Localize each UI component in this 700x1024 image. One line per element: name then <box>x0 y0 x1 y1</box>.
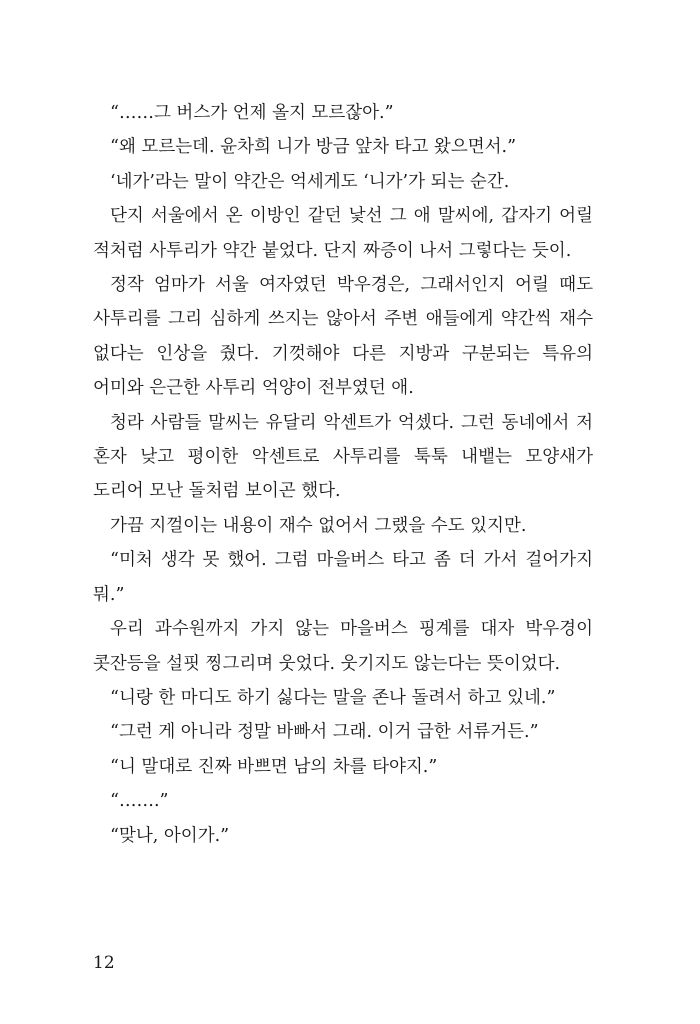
paragraph-5: 정작 엄마가 서울 여자였던 박우경은, 그래서인지 어릴 때도 사투리를 그리 심하게 쓰지는 않아서 주변 애들에게 약간씩 재수 없다는 인상을 줬다. 기껏해야 다른 지방과 구분되는 특유의 어미와 은근한 사투리 억양이 전부였던 애. <box>93 275 593 399</box>
paragraph-8: “미처 생각 못 했어. 그럼 마을버스 타고 좀 더 가서 걸어가지 뭐.” <box>93 550 593 605</box>
paragraph-14: “맞나, 아이가.” <box>110 825 230 846</box>
paragraph-2: “왜 모르는데. 윤차희 니가 방금 앞차 타고 왔으면서.” <box>110 137 517 158</box>
paragraph-1: “……그 버스가 언제 올지 모르잖아.” <box>110 103 394 123</box>
paragraph-7: 가끔 지껄이는 내용이 재수 없어서 그랬을 수도 있지만. <box>110 515 527 536</box>
paragraph-12: “니 말대로 진짜 바쁘면 남의 차를 타야지.” <box>110 756 438 777</box>
page-text-body <box>93 96 593 853</box>
page-number: 12 <box>93 953 115 973</box>
paragraph-9: 우리 과수원까지 가지 않는 마을버스 핑계를 대자 박우경이 콧잔등을 설핏 찡그리며 웃었다. 웃기지도 않는다는 뜻이었다. <box>93 619 593 674</box>
paragraph-6: 청라 사람들 말씨는 유달리 악센트가 억셌다. 그런 동네에서 저 혼자 낮고 평이한 악센트로 사투리를 툭툭 내뱉는 모양새가 도리어 모난 돌처럼 보이곤 했다. <box>93 412 593 502</box>
paragraph-3: ‘네가’라는 말이 약간은 억세게도 ‘니가’가 되는 순간. <box>110 171 510 192</box>
paragraph-10: “니랑 한 마디도 하기 싫다는 말을 존나 돌려서 하고 있네.” <box>110 687 556 708</box>
paragraph-11: “그런 게 아니라 정말 바빠서 그래. 이거 급한 서류거든.” <box>110 722 539 743</box>
paragraph-4: 단지 서울에서 온 이방인 같던 낯선 그 애 말씨에, 갑자기 어릴 적처럼 사투리가 약간 붙었다. 단지 짜증이 나서 그렇다는 듯이. <box>93 206 593 261</box>
paragraph-13: “…….” <box>110 791 169 812</box>
